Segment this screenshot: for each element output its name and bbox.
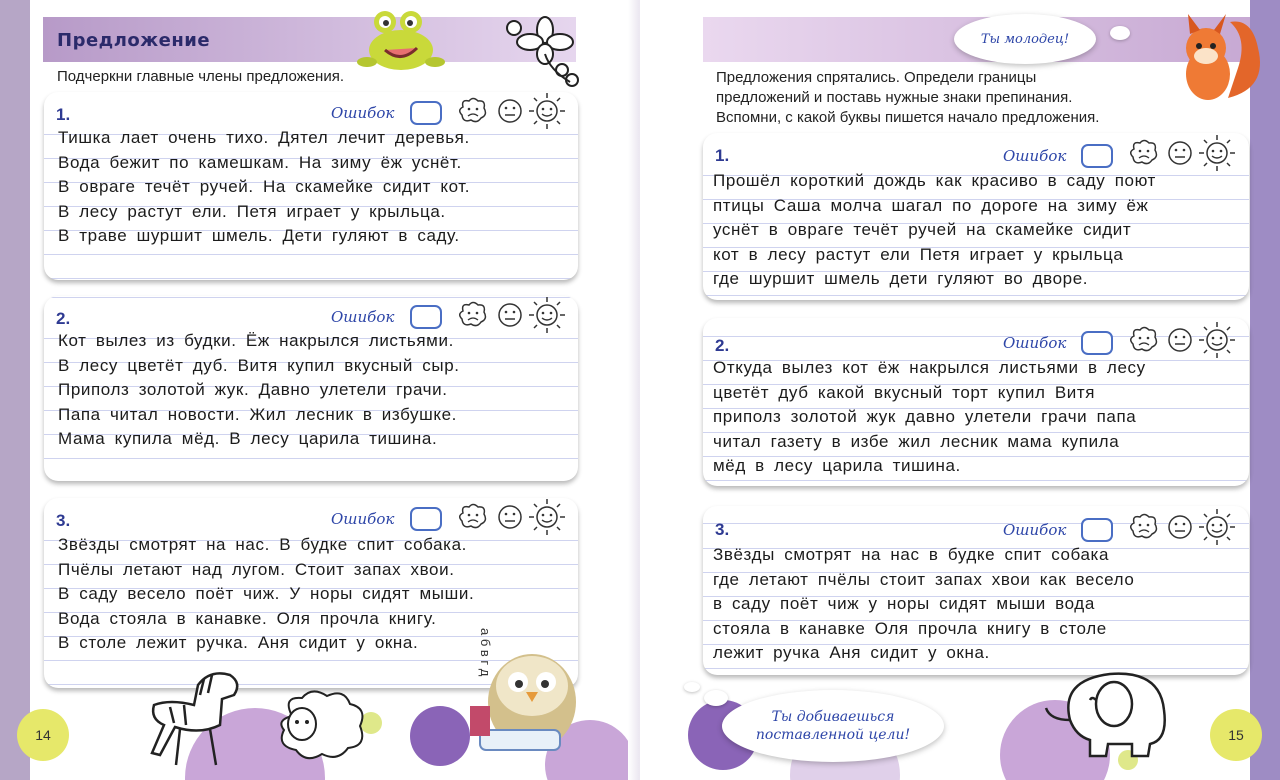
sad-face-icon [1128, 139, 1160, 167]
decor-circle [704, 690, 728, 706]
sentence-line: Пчёлы летают над лугом. Стоит запах хвои. [58, 559, 455, 579]
sentence-line: где шуршит шмель дети гуляют во дворе. [713, 269, 1089, 288]
sentence-lines [713, 356, 1146, 479]
sad-face-icon [457, 97, 489, 125]
errors-label: Ошибок [331, 104, 395, 122]
card-number: 2. [715, 336, 730, 355]
decor-circle [1110, 26, 1130, 40]
sentence-line: Вода стояла в канавке. Оля прочла книгу. [58, 608, 437, 628]
sentence-lines [58, 126, 470, 249]
page-title: Предложение [57, 30, 211, 51]
neutral-face-icon [1166, 139, 1194, 167]
sentence-lines [58, 329, 460, 452]
errors-count-box[interactable] [1081, 144, 1113, 168]
errors-count-box[interactable] [1081, 518, 1113, 542]
squirrel-illustration [1168, 8, 1268, 108]
neutral-face-icon [1166, 513, 1194, 541]
sentence-line: где летают пчёлы стоит запах хвои как весело [713, 569, 1135, 589]
exercise-card-3 [703, 506, 1249, 675]
praise-text: Ты молодец! [980, 31, 1070, 47]
exercise-card-1 [44, 92, 578, 280]
instruction-text [716, 68, 1099, 128]
sentence-line: читал газету в избе жил лесник мама купила [713, 431, 1120, 451]
happy-sun-face-icon [1198, 321, 1236, 359]
sentence-line: В овраге течёт ручей. На скамейке сидит кот. [58, 177, 471, 196]
sad-face-icon [1128, 513, 1160, 541]
decor-circle [410, 706, 470, 766]
sentence-line: цветёт дуб какой вкусный торт купил Витя [713, 382, 1096, 402]
errors-label: Ошибок [1003, 334, 1067, 352]
sentence-line: Вода бежит по камешкам. На зиму ёж уснёт. [58, 152, 462, 172]
sentence-line: Тишка лает очень тихо. Дятел лечит деревья. [58, 128, 470, 147]
exercise-card-1 [703, 133, 1249, 300]
page-number: 14 [17, 709, 69, 761]
errors-label: Ошибок [1003, 521, 1067, 539]
sentence-line: лежит ручка Аня сидит у окна. [713, 643, 990, 662]
errors-label: Ошибок [1003, 147, 1067, 165]
sentence-line: в саду поёт чиж у норы сидят мыши вода [713, 594, 1095, 613]
happy-sun-face-icon [1198, 508, 1236, 546]
sentence-line: Мама купила мёд. В лесу царила тишина. [58, 429, 438, 448]
sad-face-icon [1128, 326, 1160, 354]
sheep-doodle [272, 686, 372, 766]
page-edge [1250, 0, 1280, 780]
goal-line: Ты добиваешься [771, 709, 895, 725]
goal-line: поставленной цели! [755, 727, 911, 743]
flower-doodle [500, 10, 590, 90]
zebra-doodle [130, 665, 250, 775]
sentence-line: Приполз золотой жук. Давно улетели грачи. [58, 380, 448, 399]
sentence-line: приполз золотой жук давно улетели грачи папа [713, 407, 1137, 426]
neutral-face-icon [1166, 326, 1194, 354]
sentence-line: Прошёл короткий дождь как красиво в саду поют [713, 171, 1156, 190]
sentence-line: В столе лежит ручка. Аня сидит у окна. [58, 633, 419, 652]
card-number: 1. [56, 105, 71, 124]
sentence-line: кот в лесу растут ели Петя играет у крыльца [713, 244, 1124, 264]
exercise-card-2 [703, 318, 1249, 486]
sentence-lines [713, 543, 1134, 666]
card-number: 2. [56, 309, 71, 328]
sad-face-icon [457, 301, 489, 329]
sentence-line: В лесу растут ели. Петя играет у крыльца. [58, 201, 446, 221]
sentence-line: уснёт в овраге течёт ручей на скамейке сидит [713, 220, 1132, 239]
sentence-line: Кот вылез из будки. Ёж накрылся листьями. [58, 331, 454, 350]
neutral-face-icon [496, 97, 524, 125]
errors-label: Ошибок [331, 510, 395, 528]
frog-illustration [355, 6, 447, 76]
right-page [640, 0, 1280, 780]
instruction-line: Предложения спрятались. Определи границы [716, 69, 1037, 86]
sentence-lines [58, 533, 474, 656]
sentence-line: Звёзды смотрят на нас в будке спит собака [713, 545, 1110, 564]
sentence-line: стояла в канавке Оля прочла книгу в столе [713, 618, 1107, 638]
sentence-line: Папа читал новости. Жил лесник в избушке. [58, 404, 457, 424]
happy-sun-face-icon [528, 296, 566, 334]
elephant-doodle [1040, 660, 1180, 760]
neutral-face-icon [496, 503, 524, 531]
instruction-line: предложений и поставь нужные знаки препинания. [716, 89, 1073, 106]
happy-sun-face-icon [528, 498, 566, 536]
sentence-line: Откуда вылез кот ёж накрылся листьями в лесу [713, 358, 1146, 377]
alphabet-letters: а б в г д [478, 628, 493, 677]
exercise-card-2 [44, 296, 578, 481]
card-number: 3. [56, 511, 71, 530]
praise-bubble [954, 14, 1096, 64]
decor-circle [684, 682, 700, 692]
sad-face-icon [457, 503, 489, 531]
sentence-line: птицы Саша молча шагал по дороге на зиму ёж [713, 195, 1149, 215]
errors-count-box[interactable] [1081, 331, 1113, 355]
errors-count-box[interactable] [410, 101, 442, 125]
errors-label: Ошибок [331, 308, 395, 326]
sentence-line: В саду весело поёт чиж. У норы сидят мыши. [58, 584, 475, 603]
happy-sun-face-icon [1198, 134, 1236, 172]
sentence-line: мёд в лесу царила тишина. [713, 456, 961, 475]
instruction-text: Подчеркни главные члены предложения. [57, 68, 345, 85]
goal-bubble [722, 690, 944, 762]
instruction-line: Вспомни, с какой буквы пишется начало предложения. [716, 109, 1100, 126]
card-number: 3. [715, 520, 730, 539]
card-number: 1. [715, 146, 730, 165]
sentence-line: Звёзды смотрят на нас. В будке спит собака. [58, 535, 467, 554]
sentence-line: В лесу цветёт дуб. Витя купил вкусный сыр. [58, 355, 460, 375]
errors-count-box[interactable] [410, 507, 442, 531]
neutral-face-icon [496, 301, 524, 329]
page-edge [0, 0, 30, 780]
sentence-line: В траве шуршит шмель. Дети гуляют в саду. [58, 226, 460, 245]
sentence-lines [713, 169, 1156, 292]
errors-count-box[interactable] [410, 305, 442, 329]
happy-sun-face-icon [528, 92, 566, 130]
page-number: 15 [1210, 709, 1262, 761]
